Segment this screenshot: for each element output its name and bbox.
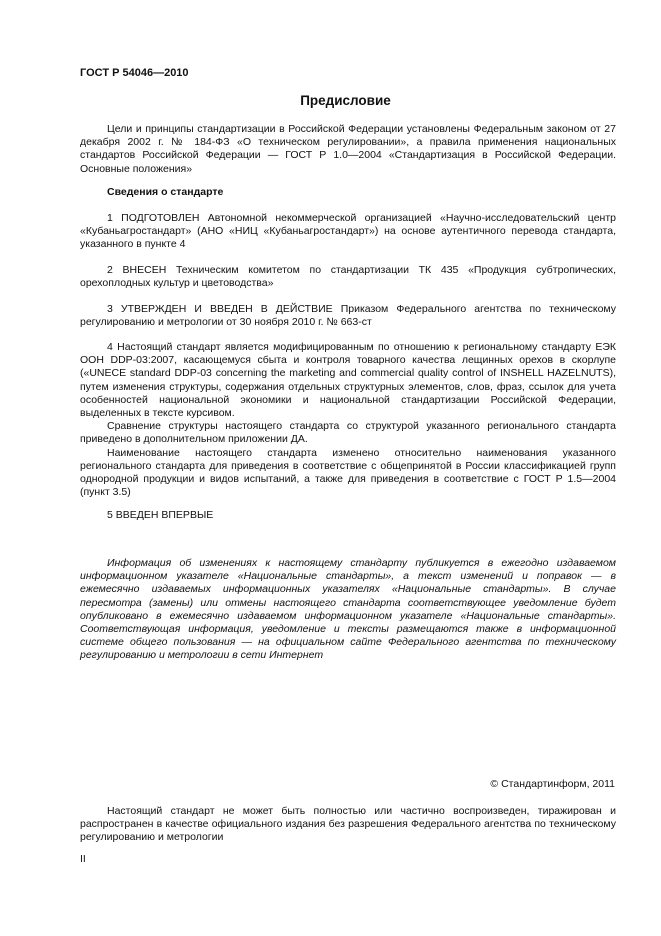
rights-block [80,805,616,845]
info-heading-block [80,186,616,199]
item-3-text: 3 УТВЕРЖДЕН И ВВЕДЕН В ДЕЙСТВИЕ Приказом Федерального агентства по техническому регулированию и метрологии от 30 ноября 2010 г. № 663-ст [80,303,616,329]
item-3 [80,303,616,329]
intro-text: Цели и принципы стандартизации в Российской Федерации установлены Федеральным законом от 27 декабря 2002 г. № 184-ФЗ «О техническом регулировании», а правила применения национальных стандартов Российской Федерации — ГОСТ Р 1.0—2004 «Стандартизация в Российской Федерации. Основные положения» [80,123,616,175]
page-number: II [80,853,86,865]
copyright: © Стандартинформ, 2011 [490,778,615,790]
item-2 [80,264,616,290]
item-4 [80,341,616,499]
item-4-naming: Наименование настоящего стандарта изменено относительно наименования указанного регионального стандарта для приведения в соответствие с общепринятой в России классификацией групп однородной продукции и видов испытаний, а также для приведения в соответствие с ГОСТ Р 1.5—2004 (пункт 3.5) [80,446,616,499]
item-4-text: 4 Настоящий стандарт является модифицированным по отношению к региональному стандарту ЕЭК ООН DDP-03:2007, касающемуся сбыта и контроля товарного качества лещинных орехов в скорлупе («UNECE standard DDP-03 concerning the marketing and commercial quality control of INSHELL HAZELNUTS), путем изменения структуры, содержания отдельных структурных элементов, слов, фраз, ссылок для учета особенностей национальной экономики и национальной стандартизации Российской Федерации, выделенных в тексте курсивом. [80,341,616,420]
page-title: Предисловие [300,93,391,108]
item-1 [80,212,616,252]
notice-text: Информация об изменениях к настоящему стандарту публикуется в ежегодно издаваемом информационном указателе «Национальные стандарты», а текст изменений и поправок — в ежемесячно издаваемых информационных указателях «Национальные стандарты». В случае пересмотра (замены) или отмены настоящего стандарта соответствующее уведомление будет опубликовано в ежемесячно издаваемом информационном указателе «Национальные стандарты». Соответствующая информация, уведомление и тексты размещаются также в информационной системе общего пользования — на официальном сайте Федерального агентства по техническому регулированию и метрологии в сети Интернет [80,557,616,662]
item-5-text: 5 ВВЕДЕН ВПЕРВЫЕ [107,509,214,521]
rights-text: Настоящий стандарт не может быть полностью или частично воспроизведен, тиражирован и распространен в качестве официального издания без разрешения Федерального агентства по техническому регулированию и метрологии [80,805,616,844]
item-5 [80,509,616,522]
info-heading: Сведения о стандарте [107,186,224,198]
item-2-text: 2 ВНЕСЕН Техническим комитетом по стандартизации ТК 435 «Продукция субтропических, орехоплодных культур и цветоводства» [80,264,616,290]
intro-paragraph [80,123,616,176]
item-1-text: 1 ПОДГОТОВЛЕН Автономной некоммерческой организацией «Научно-исследовательский центр «Кубаньагростандарт» (АНО «НИЦ «Кубаньагростандарт») на основе аутентичного перевода стандарта, указанного в пункте 4 [80,212,616,251]
document-code: ГОСТ Р 54046—2010 [80,67,189,79]
item-4-comparison: Сравнение структуры настоящего стандарта со структурой указанного регионального стандарта приведено в дополнительном приложении ДА. [80,420,616,446]
notice-block [80,557,616,663]
